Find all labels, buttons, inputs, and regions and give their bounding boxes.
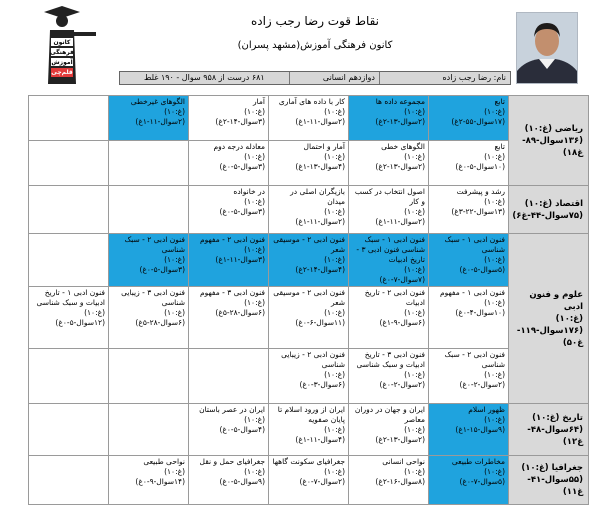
topic-stats: (۲سوال-۱۳-۲غ) — [375, 162, 425, 171]
topic-cell — [29, 404, 109, 456]
table-row — [29, 404, 589, 456]
topic-wrong-count: (غ:۱۰) — [484, 255, 505, 264]
logo-line-3: آموزش — [51, 59, 73, 66]
topic-cell — [269, 456, 349, 505]
topic-cell — [349, 234, 429, 287]
topic-title: فنون ادبی ۲ - زیبایی شناسی — [281, 350, 345, 369]
topic-wrong-count: (غ:۱۰) — [404, 265, 425, 274]
topic-cell — [429, 234, 509, 287]
topic-wrong-count: (غ:۱۰) — [324, 152, 345, 161]
topic-stats: (۱۴سوال-۹-۰غ) — [135, 477, 185, 486]
topic-title: فنون ادبی ۲ - مفهوم — [199, 235, 265, 244]
subject-cell — [509, 404, 589, 456]
topic-title: فنون ادبی ۱ - تاریخ ادبیات و سبک شناسی — [36, 288, 105, 307]
topic-cell — [269, 234, 349, 287]
topic-cell — [349, 186, 429, 234]
topic-cell — [429, 287, 509, 349]
topic-cell — [429, 456, 509, 505]
table-row — [29, 96, 589, 141]
topic-title: مخاطرات طبیعی — [451, 457, 505, 466]
topic-stats: (۱۲سوال-۵-۰غ) — [55, 318, 105, 327]
topic-wrong-count: (غ:۱۰) — [324, 308, 345, 317]
subject-cell — [509, 456, 589, 505]
topic-title: رشد و پیشرفت — [456, 187, 505, 196]
topic-title: تابع — [494, 97, 505, 106]
topic-cell — [429, 404, 509, 456]
topic-title: کار با داده های آماری — [278, 97, 345, 106]
topic-stats: (۲سوال-۱۱-۱غ) — [295, 217, 345, 226]
topic-wrong-count: (غ:۱۰) — [84, 308, 105, 317]
topic-title: فنون ادبی ۲ - موسیقی شعر — [273, 288, 345, 307]
topic-title: آمار و احتمال — [303, 142, 345, 151]
topic-cell — [29, 287, 109, 349]
topic-stats: (۵سوال-۵-۰غ) — [459, 265, 505, 274]
grade-label: دوازدهم انسانی — [289, 72, 379, 84]
topic-stats: (۴سوال-۱۳-۱غ) — [295, 162, 345, 171]
topic-stats: (۲سوال-۷-۰غ) — [299, 477, 345, 486]
topic-title: فنون ادبی ۱ - سبک شناسی — [444, 235, 505, 254]
topic-stats: (۳سوال-۱۴-۲غ) — [215, 117, 265, 126]
topic-stats: (۲سوال-۱۳-۲غ) — [375, 117, 425, 126]
topic-wrong-count: (غ:۱۰) — [164, 467, 185, 476]
institute-logo — [36, 6, 98, 88]
topic-stats: (۳سوال-۵-۰غ) — [219, 162, 265, 171]
table-row — [29, 186, 589, 234]
topic-cell — [349, 141, 429, 186]
topic-cell — [109, 349, 189, 404]
topic-title: بازیگران اصلی در میدان — [290, 187, 345, 206]
topic-stats: (۹سوال-۱۵-۱غ) — [455, 425, 505, 434]
topic-title: معادله درجه دوم — [213, 142, 265, 151]
topic-cell — [269, 96, 349, 141]
topic-cell — [29, 234, 109, 287]
topic-wrong-count: (غ:۱۰) — [244, 152, 265, 161]
topic-wrong-count: (غ:۱۰) — [484, 370, 505, 379]
topic-stats: (۲سوال-۱۱-۱غ) — [135, 117, 185, 126]
topic-wrong-count: (غ:۱۰) — [404, 308, 425, 317]
topic-title: فنون ادبی ۳ - زیبایی شناسی — [121, 288, 185, 307]
topic-title: نواحی انسانی — [382, 457, 425, 466]
topic-cell — [29, 141, 109, 186]
topic-stats: (۹سوال-۵-۰غ) — [219, 477, 265, 486]
topic-cell — [349, 287, 429, 349]
topic-stats: (۱۱سوال-۶-۰غ) — [295, 318, 345, 327]
topic-title: فنون ادبی ۲ - سبک شناسی — [444, 350, 505, 369]
topic-wrong-count: (غ:۱۰) — [324, 370, 345, 379]
topic-title: فنون ادبی ۱ - مفهوم — [439, 288, 505, 297]
topic-stats: (۱۷سوال-۵۵-۲غ) — [451, 117, 505, 126]
topic-wrong-count: (غ:۱۰) — [484, 107, 505, 116]
topic-stats: (۲سوال-۱۳-۲غ) — [375, 435, 425, 444]
topic-cell — [109, 186, 189, 234]
subject-line: ریاضی (غ:۱۰) — [524, 123, 583, 134]
topic-stats: (۶سوال-۲۸-۵غ) — [135, 318, 185, 327]
topic-wrong-count: (غ:۱۰) — [244, 298, 265, 307]
topic-wrong-count: (غ:۱۰) — [484, 467, 505, 476]
logo-line-2: فرهنگی — [50, 49, 74, 56]
topic-title: اصول انتخاب در کسب و کار — [354, 187, 425, 206]
table-row — [29, 287, 589, 349]
report-title: نقاط قوت رضا رجب زاده — [250, 14, 380, 28]
topic-wrong-count: (غ:۱۰) — [324, 255, 345, 264]
subject-cell — [509, 186, 589, 234]
topic-wrong-count: (غ:۱۰) — [324, 467, 345, 476]
topic-title: جغرافیای حمل و نقل — [199, 457, 265, 466]
topic-stats: (۲سوال-۱۱-۱غ) — [375, 217, 425, 226]
topic-title: ظهور اسلام — [468, 405, 505, 414]
topic-cell — [29, 186, 109, 234]
topic-wrong-count: (غ:۱۰) — [404, 370, 425, 379]
student-photo-icon — [517, 13, 577, 83]
topic-cell — [29, 456, 109, 505]
topic-cell — [109, 404, 189, 456]
topic-cell — [429, 141, 509, 186]
subject-line: تاریخ (غ:۱۰) — [532, 412, 583, 423]
subject-line: جغرافیا (غ:۱۰) — [521, 463, 583, 473]
table-row — [29, 141, 589, 186]
topic-title: ایران و جهان در دوران معاصر — [354, 405, 425, 424]
topic-wrong-count: (غ:۱۰) — [324, 207, 345, 216]
topic-title: آمار — [252, 97, 265, 106]
topic-title: تابع — [494, 142, 505, 151]
subject-line: (۷۵سوال-۴۴-غ۶) — [512, 210, 583, 221]
subject-line: علوم و فنون ادبی — [529, 289, 583, 312]
subject-line: غ۵۰) — [562, 337, 583, 348]
subject-line: اقتصاد (غ:۱۰) — [524, 198, 583, 209]
topic-cell — [189, 234, 269, 287]
topic-cell — [29, 349, 109, 404]
topic-wrong-count: (غ:۱۰) — [484, 152, 505, 161]
topic-cell — [189, 141, 269, 186]
topic-cell — [349, 349, 429, 404]
table-row — [29, 456, 589, 505]
topic-cell — [269, 287, 349, 349]
logo-line-1: کانون — [53, 39, 71, 46]
subject-line: (۶۴سوال-۴۸-غ۱۲) — [527, 424, 583, 447]
topic-wrong-count: (غ:۱۰) — [244, 197, 265, 206]
topic-title: فنون ادبی ۲ - موسیقی شعر — [273, 235, 345, 254]
topic-title: مجموعه داده ها — [375, 97, 425, 106]
topic-wrong-count: (غ:۱۰) — [324, 425, 345, 434]
topic-cell — [269, 141, 349, 186]
topic-title: جغرافیای سکونت گاهها — [272, 457, 345, 466]
strengths-table — [28, 95, 589, 505]
table-row — [29, 349, 589, 404]
subject-line: (غ:۱۰) — [555, 313, 583, 324]
topic-title: در خانواده — [233, 187, 265, 196]
table-row — [29, 234, 589, 287]
subject-cell — [509, 96, 589, 186]
subject-line: (۱۷۶سوال-۱۱۹- — [516, 325, 583, 336]
topic-cell — [109, 141, 189, 186]
topic-stats: (۶سوال-۳-۰غ) — [299, 380, 345, 389]
topic-cell — [109, 234, 189, 287]
subject-line: (۵۵سوال-۴۱-غ۱۱) — [527, 475, 583, 497]
topic-wrong-count: (غ:۱۰) — [324, 107, 345, 116]
topic-cell — [189, 96, 269, 141]
topic-stats: (۲سوال-۱۱-۱غ) — [295, 117, 345, 126]
topic-stats: (۴سوال-۱۴-۲غ) — [295, 265, 345, 274]
student-photo — [516, 12, 578, 84]
subject-cell — [509, 234, 589, 404]
topic-cell — [189, 349, 269, 404]
summary-label: ۶۸۱ درست از ۹۵۸ سوال - ۱۹۰ غلط — [143, 73, 265, 82]
topic-cell — [349, 456, 429, 505]
topic-stats: (۵سوال-۷-۰غ) — [459, 477, 505, 486]
topic-stats: (۳سوال-۵-۰غ) — [139, 265, 185, 274]
topic-stats: (۸سوال-۱۶-۲غ) — [375, 477, 425, 486]
info-bar — [119, 71, 511, 85]
subject-line: (۱۳۶سوال-۸۹-غ۱۸) — [522, 135, 583, 158]
institute-name: کانون فرهنگی آموزش(مشهد پسران) — [237, 40, 393, 51]
topic-title: فنون ادبی ۲ - سبک شناسی — [124, 235, 185, 254]
topic-stats: (۴سوال-۵-۰غ) — [219, 425, 265, 434]
topic-wrong-count: (غ:۱۰) — [404, 107, 425, 116]
topic-cell — [269, 186, 349, 234]
topic-wrong-count: (غ:۱۰) — [164, 107, 185, 116]
topic-cell — [189, 456, 269, 505]
topic-title: فنون ادبی ۲ - تاریخ ادبیات — [364, 288, 425, 307]
topic-stats: (۱۳سوال-۲۲-۳غ) — [451, 207, 505, 216]
topic-cell — [109, 96, 189, 141]
topic-wrong-count: (غ:۱۰) — [244, 415, 265, 424]
topic-title: فنون ادبی ۳ - مفهوم — [199, 288, 265, 297]
topic-stats: (۳سوال-۵-۰غ) — [219, 207, 265, 216]
topic-wrong-count: (غ:۱۰) — [164, 308, 185, 317]
topic-wrong-count: (غ:۱۰) — [244, 107, 265, 116]
topic-cell — [429, 96, 509, 141]
topic-cell — [349, 96, 429, 141]
topic-cell — [269, 349, 349, 404]
topic-title: ایران از ورود اسلام تا پایان صفویه — [277, 405, 345, 424]
topic-stats: (۶سوال-۲۸-۵غ) — [215, 308, 265, 317]
topic-wrong-count: (غ:۱۰) — [484, 298, 505, 307]
topic-stats: (۴سوال-۱۱-۱غ) — [295, 435, 345, 444]
topic-cell — [29, 96, 109, 141]
topic-stats: (۲سوال-۲-۰غ) — [459, 380, 505, 389]
topic-cell — [349, 404, 429, 456]
topic-wrong-count: (غ:۱۰) — [164, 255, 185, 264]
topic-title: فنون ادبی ۱ - سبک شناسی فنون ادبی ۳ - تاریخ ادبیات — [356, 235, 425, 264]
student-name: نام: رضا رجب زاده — [379, 72, 510, 84]
topic-cell — [109, 456, 189, 505]
topic-cell — [429, 186, 509, 234]
topic-stats: (۱۰سوال-۵-۰غ) — [455, 162, 505, 171]
topic-title: ایران در عصر باستان — [199, 405, 265, 414]
topic-stats: (۷سوال-۷-۰غ) — [379, 275, 425, 284]
topic-stats: (۶سوال-۹-۱غ) — [379, 318, 425, 327]
topic-stats: (۱۰سوال-۴-۰غ) — [455, 308, 505, 317]
topic-title: الگوهای خطی — [381, 142, 425, 151]
topic-cell — [189, 287, 269, 349]
logo-line-4: قلم‌چی — [51, 69, 73, 76]
topic-cell — [109, 287, 189, 349]
topic-cell — [189, 404, 269, 456]
topic-wrong-count: (غ:۱۰) — [404, 425, 425, 434]
topic-wrong-count: (غ:۱۰) — [484, 197, 505, 206]
topic-wrong-count: (غ:۱۰) — [404, 207, 425, 216]
topic-title: الگوهای غیرخطی — [130, 97, 185, 106]
logo-text — [50, 38, 74, 78]
topic-cell — [189, 186, 269, 234]
topic-wrong-count: (غ:۱۰) — [244, 467, 265, 476]
topic-wrong-count: (غ:۱۰) — [404, 152, 425, 161]
topic-cell — [269, 404, 349, 456]
topic-wrong-count: (غ:۱۰) — [484, 415, 505, 424]
topic-stats: (۲سوال-۲-۰غ) — [379, 380, 425, 389]
topic-cell — [429, 349, 509, 404]
topic-title: فنون ادبی ۳ - تاریخ ادبیات و سبک شناسی — [356, 350, 425, 369]
topic-wrong-count: (غ:۱۰) — [244, 245, 265, 254]
topic-stats: (۳سوال-۱۱-۱غ) — [215, 255, 265, 264]
topic-wrong-count: (غ:۱۰) — [404, 467, 425, 476]
topic-title: نواحی طبیعی — [143, 457, 185, 466]
